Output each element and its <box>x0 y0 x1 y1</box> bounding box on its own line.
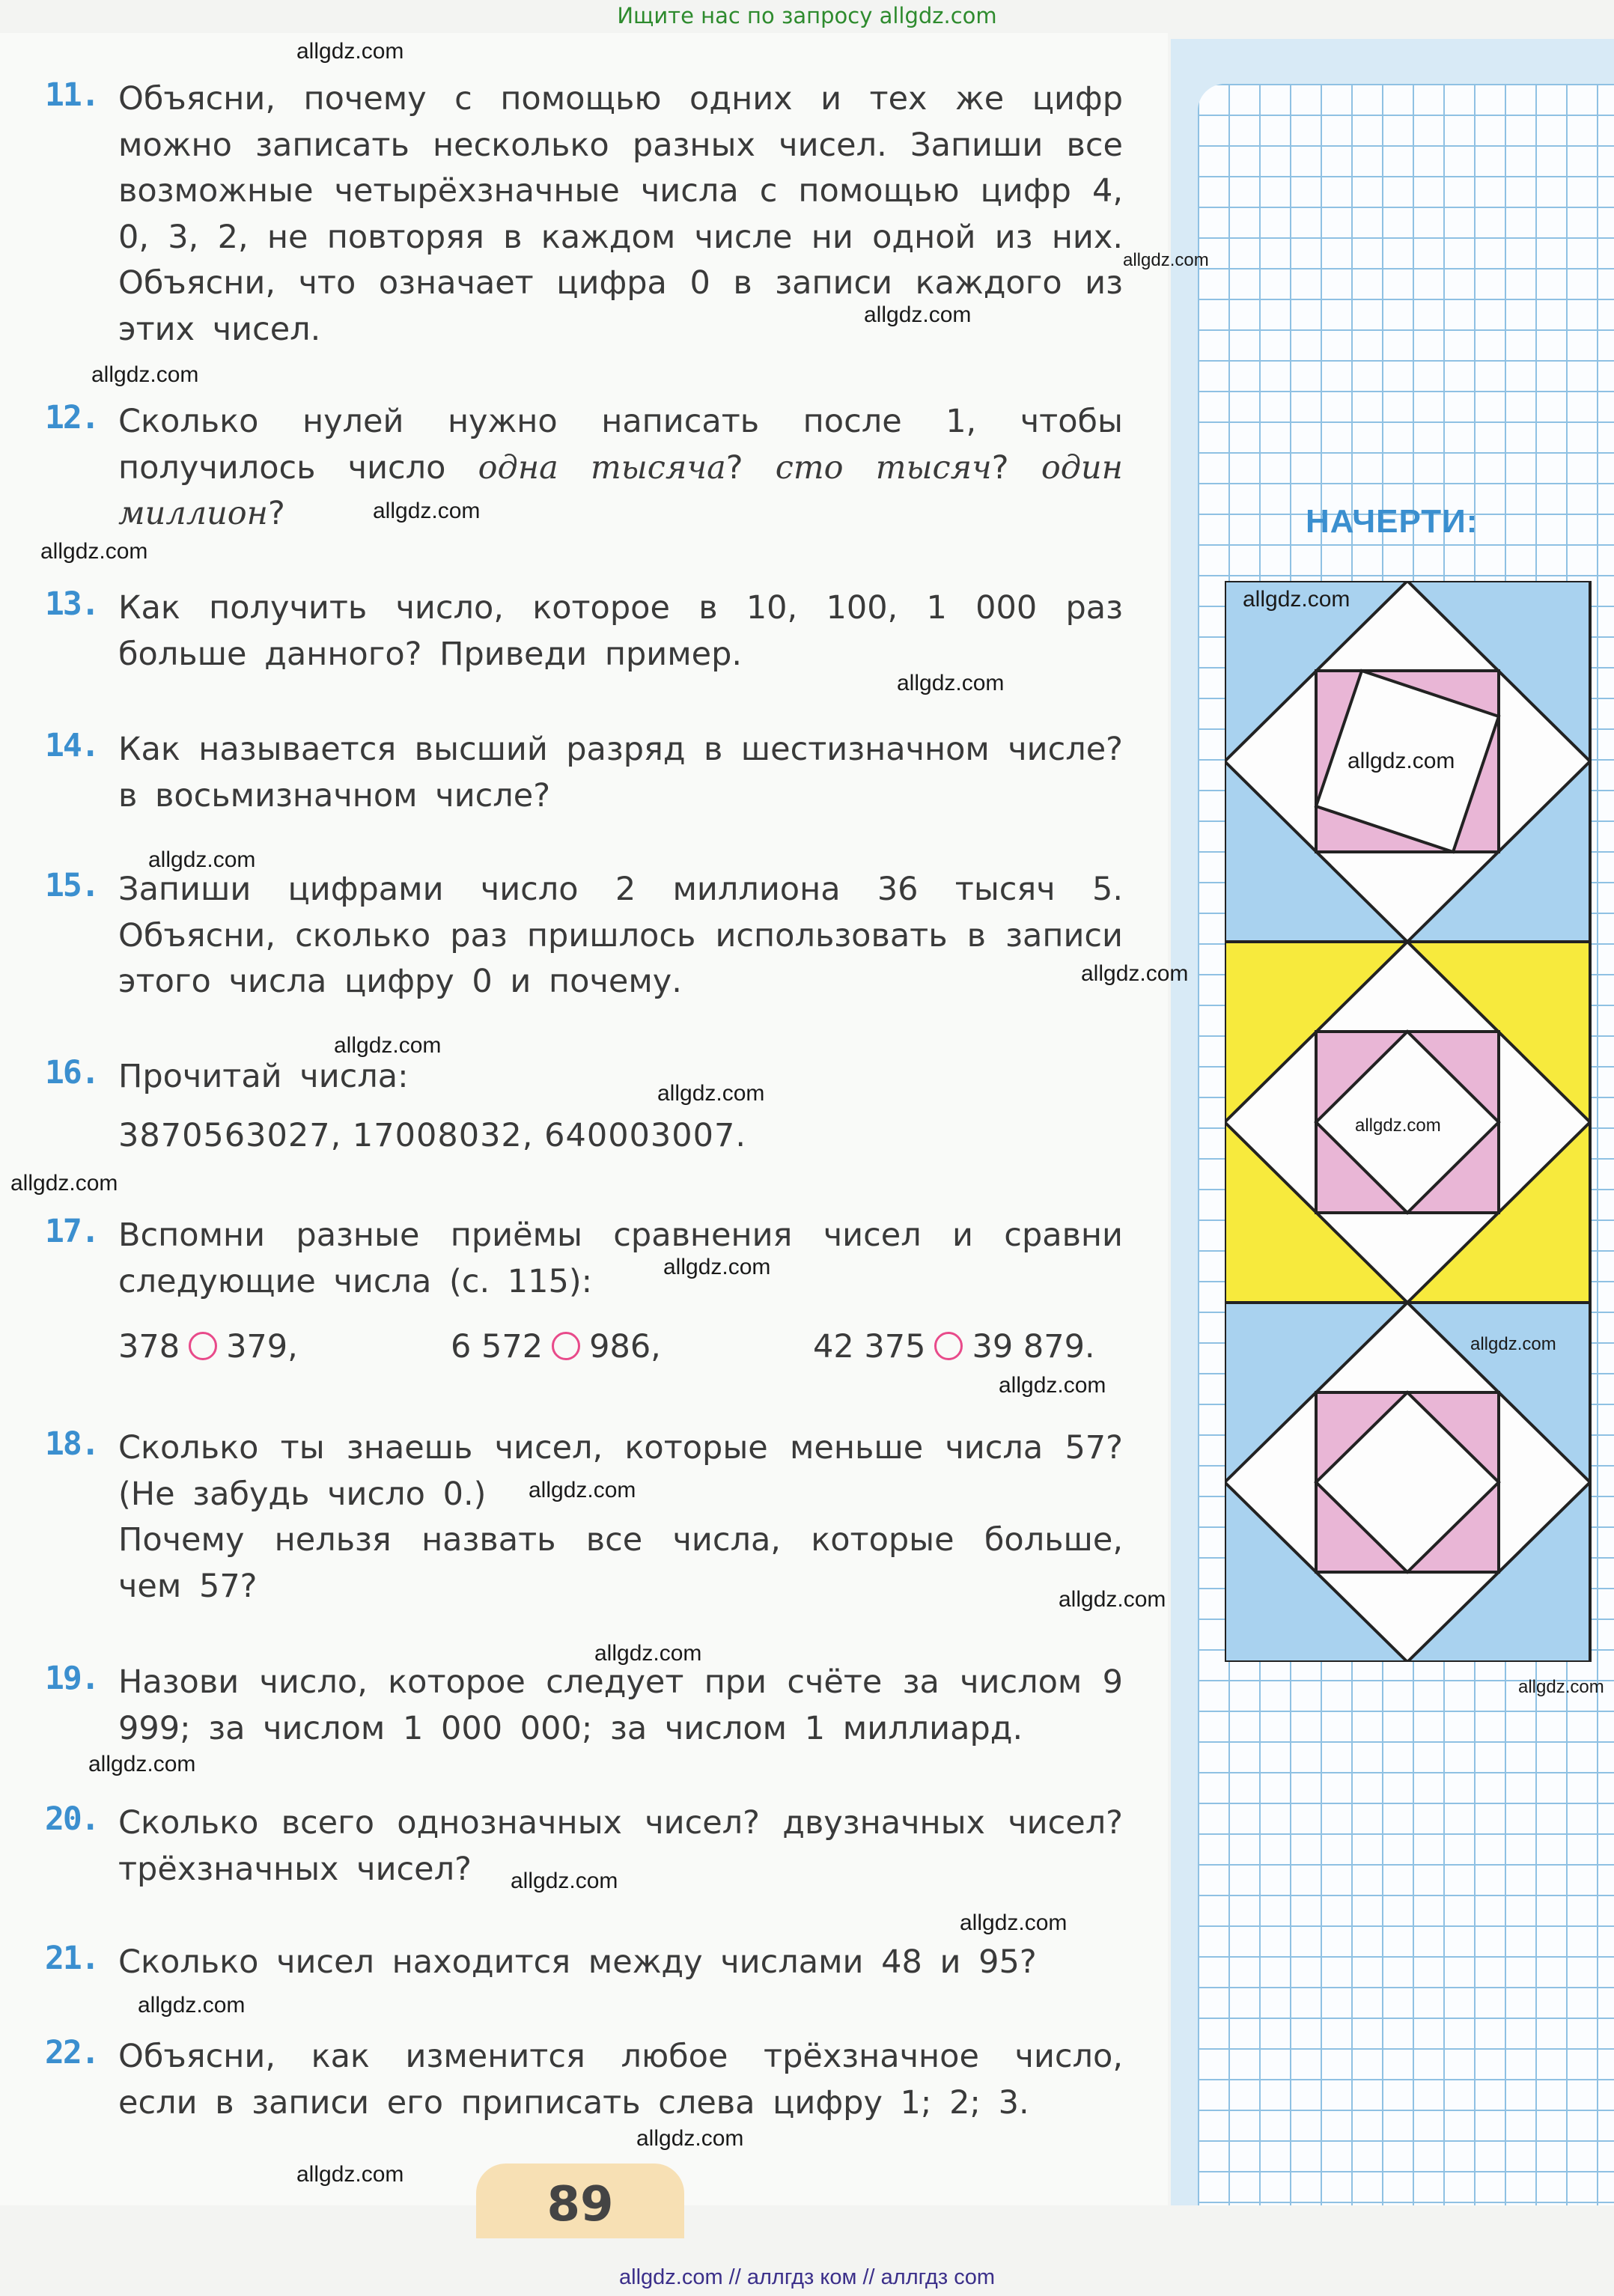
watermark: allgdz.com <box>1518 1677 1604 1697</box>
task-17 <box>45 1213 1123 1305</box>
comparison-1: 378 379, <box>118 1328 298 1365</box>
watermark: allgdz.com <box>657 1081 765 1106</box>
task-text: Объясни, почему с помощью одних и тех же цифр можно записать несколько разных чисел. Запиши все возможные четырёхзначные числа с помощью цифр 4, 0, 3, 2, не повторяя в каждом числе ни одной из них. Объясни, что означает цифра 0 в записи каждого из этих чисел. <box>118 80 1123 348</box>
watermark: allgdz.com <box>1355 1115 1441 1136</box>
comparison-2: 6 572 986, <box>451 1328 661 1365</box>
watermark: allgdz.com <box>663 1255 771 1279</box>
task-text: Сколько всего однозначных чисел? двузначных чисел? трёхзначных чисел? <box>118 1804 1123 1888</box>
footer-links[interactable]: allgdz.com // аллгдз ком // аллгдз com <box>619 2265 995 2289</box>
task-number: 18. <box>45 1425 99 1463</box>
watermark: allgdz.com <box>864 302 972 327</box>
task-number: 13. <box>45 585 99 623</box>
pattern-tile-blue-2 <box>1225 1303 1590 1662</box>
task-text: Сколько нулей нужно написать после 1, чтобы получилось число одна тысяча? сто тысяч? один миллион? <box>118 403 1123 532</box>
watermark: allgdz.com <box>529 1478 636 1502</box>
comparison-3: 42 375 39 879. <box>813 1328 1095 1365</box>
watermark: allgdz.com <box>91 362 199 387</box>
task-14 <box>45 727 1123 819</box>
page-number: 89 <box>546 2177 614 2232</box>
task-15 <box>45 867 1123 1005</box>
task-number: 16. <box>45 1054 99 1091</box>
watermark: allgdz.com <box>1243 587 1350 612</box>
watermark: allgdz.com <box>334 1033 442 1058</box>
watermark: allgdz.com <box>1470 1334 1556 1354</box>
task-12 <box>45 399 1123 538</box>
watermark: allgdz.com <box>296 39 404 64</box>
page-number-tab <box>476 2163 684 2238</box>
task-text: Назови число, которое следует при счёте за числом 9 999; за числом 1 000 000; за числом 1 миллиард. <box>118 1663 1123 1747</box>
task-text: Запиши цифрами число 2 миллиона 36 тысяч 5. Объясни, сколько раз пришлось использовать в записи этого числа цифру 0 и почему. <box>118 871 1123 1000</box>
watermark: allgdz.com <box>10 1171 118 1196</box>
watermark: allgdz.com <box>960 1910 1068 1935</box>
watermark: allgdz.com <box>148 847 256 872</box>
watermark: allgdz.com <box>1081 961 1189 986</box>
watermark: allgdz.com <box>999 1373 1106 1398</box>
watermark: allgdz.com <box>594 1641 702 1666</box>
task-text: Как получить число, которое в 10, 100, 1 000 раз больше данного? Приведи пример. <box>118 589 1123 673</box>
compare-circle[interactable] <box>189 1332 217 1360</box>
task-22 <box>45 2034 1123 2126</box>
task-number: 12. <box>45 399 99 436</box>
compare-circle[interactable] <box>552 1332 580 1360</box>
task-text: Сколько чисел находится между числами 48 и 95? <box>118 1943 1037 1981</box>
task-text: Прочитай числа: <box>118 1058 409 1095</box>
task-number: 11. <box>45 76 99 114</box>
numbers-to-read: 3870563027, 17008032, 640003007. <box>118 1117 747 1154</box>
task-text: Сколько ты знаешь чисел, которые меньше числа 57? (Не забудь число 0.) Почему нельзя назвать все числа, которые больше, чем 57? <box>118 1429 1123 1605</box>
watermark: allgdz.com <box>636 2126 744 2151</box>
task-18 <box>45 1425 1123 1610</box>
watermark: allgdz.com <box>40 539 148 564</box>
watermark: allgdz.com <box>897 671 1005 695</box>
task-number: 15. <box>45 867 99 904</box>
watermark: allgdz.com <box>511 1869 618 1893</box>
task-number: 20. <box>45 1800 99 1838</box>
top-banner[interactable]: Ищите нас по запросу allgdz.com <box>617 3 997 28</box>
watermark: allgdz.com <box>296 2162 404 2187</box>
compare-circle[interactable] <box>934 1332 963 1360</box>
watermark: allgdz.com <box>373 499 481 523</box>
draw-title: НАЧЕРТИ: <box>1306 503 1479 540</box>
task-text: Объясни, как изменится любое трёхзначное число, если в записи его приписать слева цифру 1; 2; 3. <box>118 2038 1123 2122</box>
watermark: allgdz.com <box>1123 250 1209 270</box>
watermark: allgdz.com <box>1347 749 1455 773</box>
watermark: allgdz.com <box>138 1993 246 2018</box>
watermark: allgdz.com <box>1059 1587 1166 1612</box>
task-number: 14. <box>45 727 99 764</box>
task-number: 17. <box>45 1213 99 1250</box>
task-number: 21. <box>45 1940 99 1977</box>
task-number: 19. <box>45 1660 99 1697</box>
task-21 <box>45 1940 1123 1986</box>
task-19 <box>45 1660 1123 1752</box>
task-number: 22. <box>45 2034 99 2071</box>
task-text: Как называется высший разряд в шестизначном числе? в восьмизначном числе? <box>118 731 1123 814</box>
task-text: Вспомни разные приёмы сравнения чисел и сравни следующие числа (с. 115): <box>118 1216 1123 1300</box>
task-16 <box>45 1054 1123 1100</box>
task-13 <box>45 585 1123 677</box>
watermark: allgdz.com <box>88 1752 196 1776</box>
